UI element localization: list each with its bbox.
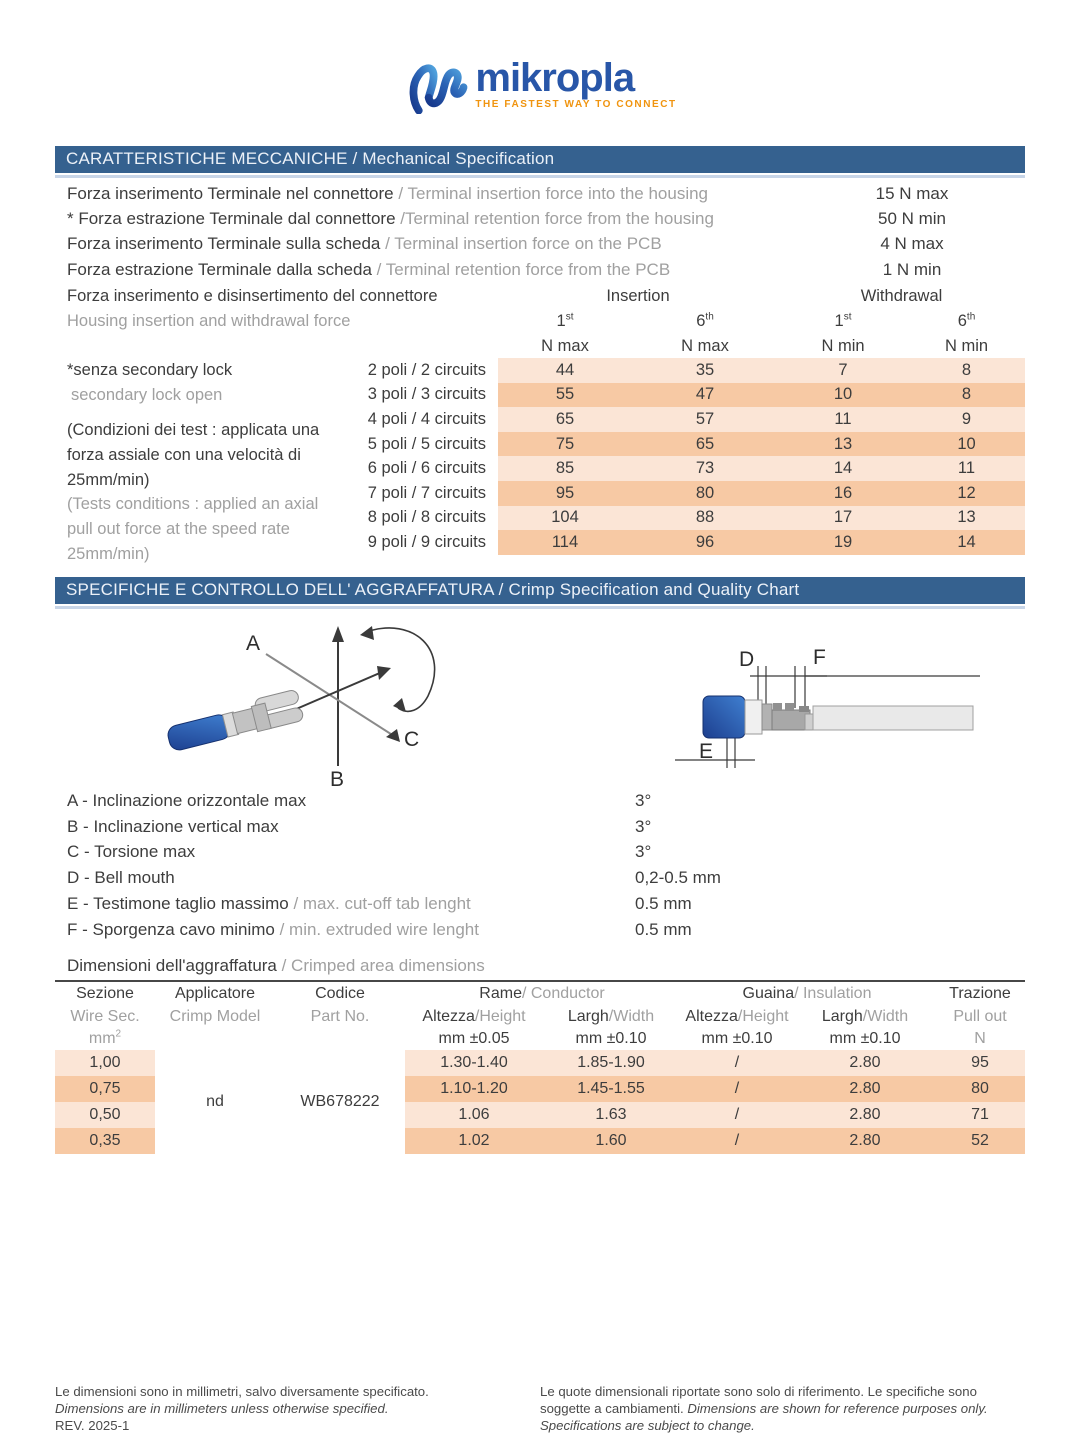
dim-label-f: F xyxy=(813,646,826,669)
cell: 104 xyxy=(498,506,632,531)
param-value: 3° xyxy=(635,790,652,810)
dim-label-e: E xyxy=(699,740,714,763)
col-rame: Rame / Conductor xyxy=(479,985,605,1002)
col-largh-rame: Largh /Width xyxy=(567,1008,655,1025)
cell: 47 xyxy=(632,383,778,408)
dims-body xyxy=(55,1050,1025,1154)
axis-label-c: C xyxy=(404,728,420,751)
axis-label-b: B xyxy=(330,768,345,790)
param-label-it: E - Testimone taglio massimo xyxy=(67,894,289,914)
row-label: 9 poli / 9 circuits xyxy=(367,532,486,551)
cell: 17 xyxy=(778,506,908,531)
cell: 44 xyxy=(498,358,632,383)
tolerance: mm ±0.05 xyxy=(438,1030,510,1047)
note-line: 25mm/min) xyxy=(67,470,150,489)
spec-label-it: Forza inserimento Terminale nel connettore xyxy=(67,183,394,203)
iw-group-insertion: Insertion xyxy=(606,287,670,305)
cell: 35 xyxy=(632,358,778,383)
brand-name: mikropla xyxy=(475,55,635,100)
spec-row xyxy=(55,206,1025,231)
param-label-it: D - Bell mouth xyxy=(67,868,175,888)
cell: 80 xyxy=(935,1076,1025,1102)
cell: 8 xyxy=(908,383,1025,408)
row-label: 7 poli / 7 circuits xyxy=(367,483,486,502)
param-row xyxy=(55,891,1025,917)
insertion-withdrawal-table xyxy=(55,284,1025,563)
cell: 114 xyxy=(498,530,632,555)
cell: 2.80 xyxy=(795,1102,935,1128)
row-label: 3 poli / 3 circuits xyxy=(367,385,486,404)
col-trazione: Trazione xyxy=(949,985,1011,1002)
cell: 88 xyxy=(632,506,778,531)
iw-header-ordinals xyxy=(55,309,1025,334)
iw-ordinal: 6th xyxy=(957,311,976,330)
footer-disclaimer-en: Dimensions are shown for reference purposes only. Specifications are subject to change. xyxy=(540,1401,988,1433)
cell: 85 xyxy=(498,456,632,481)
note-line: secondary lock open xyxy=(71,385,223,404)
row-label: 6 poli / 6 circuits xyxy=(367,459,486,478)
spec-value: 15 N max xyxy=(875,183,949,203)
test-conditions-note xyxy=(67,418,319,567)
col-part-no: Part No. xyxy=(310,1008,370,1025)
mechanical-spec-list xyxy=(55,181,1025,283)
iw-header-units xyxy=(55,334,1025,358)
cell: 11 xyxy=(908,456,1025,481)
param-label-en: / max. cut-off tab lenght xyxy=(288,894,471,914)
col-codice: Codice xyxy=(315,985,365,1002)
cell: 14 xyxy=(778,456,908,481)
cell: 19 xyxy=(778,530,908,555)
row-label: 8 poli / 8 circuits xyxy=(367,508,486,527)
param-label-it: C - Torsione max xyxy=(67,842,196,862)
spec-row xyxy=(55,257,1025,282)
note-line: 25mm/min) xyxy=(67,544,150,563)
footer-revision: REV. 2025-1 xyxy=(55,1418,130,1433)
dims-header-groups xyxy=(55,982,1025,1006)
spec-label-it: Forza estrazione Terminale dalla scheda xyxy=(67,259,372,279)
spec-value: 1 N min xyxy=(882,259,942,279)
col-largh-guaina: Largh /Width xyxy=(821,1008,909,1025)
param-row xyxy=(55,788,1025,814)
crimp-parameter-list xyxy=(55,788,1025,943)
spec-value: 50 N min xyxy=(877,209,947,229)
param-label-it: B - Inclinazione vertical max xyxy=(67,816,279,836)
param-value: 3° xyxy=(635,816,652,836)
tolerance: mm ±0.10 xyxy=(575,1030,647,1047)
cell: 75 xyxy=(498,432,632,457)
dims-title-it: Dimensioni dell'aggraffatura xyxy=(67,956,277,975)
iw-unit: N min xyxy=(821,336,865,355)
col-wire-sec: Wire Sec. xyxy=(70,1008,140,1025)
col-sezione: Sezione xyxy=(76,985,134,1002)
iw-ordinal: 1st xyxy=(834,311,852,330)
footer-left xyxy=(55,1383,525,1434)
param-value: 3° xyxy=(635,842,652,862)
iw-ordinal: 1st xyxy=(556,311,574,330)
cell: 2.80 xyxy=(795,1076,935,1102)
cell: 16 xyxy=(778,481,908,506)
crimp-axes-diagram xyxy=(150,616,485,790)
iw-unit: N max xyxy=(541,336,589,355)
cell: 65 xyxy=(632,432,778,457)
cell: 95 xyxy=(498,481,632,506)
spec-label-it: * Forza estrazione Terminale dal connettore xyxy=(67,209,396,229)
cell: 80 xyxy=(632,481,778,506)
mikropla-mu-icon xyxy=(403,52,469,114)
section-crimp xyxy=(55,577,1025,609)
iw-header-groups xyxy=(55,284,1025,309)
spec-row xyxy=(55,232,1025,257)
param-row xyxy=(55,865,1025,891)
note-line: (Condizioni dei test : applicata una xyxy=(67,421,320,439)
iw-ordinal: 6th xyxy=(696,311,714,330)
section-title-crimp: SPECIFICHE E CONTROLLO DELL' AGGRAFFATURA / Crimp Specification and Quality Chart xyxy=(55,577,1025,604)
col-applicatore: Applicatore xyxy=(174,985,256,1002)
cell-sezione: 0,75 xyxy=(55,1076,155,1102)
cell: 95 xyxy=(935,1050,1025,1076)
section-mechanical xyxy=(55,146,1025,178)
param-label-en: / min. extruded wire lenght xyxy=(274,919,479,939)
row-label: 2 poli / 2 circuits xyxy=(367,360,486,379)
cell-sezione: 1,00 xyxy=(55,1050,155,1076)
section-rule xyxy=(55,175,1025,178)
param-label-it: F - Sporgenza cavo minimo xyxy=(67,919,275,939)
unit-mm2: $mm^2$ xyxy=(88,1028,122,1047)
cell: / xyxy=(679,1128,795,1154)
cell: 2.80 xyxy=(795,1050,935,1076)
crimped-dimensions-table xyxy=(55,956,1025,1154)
param-row xyxy=(55,917,1025,943)
axis-label-a: A xyxy=(246,632,261,655)
footer-note-en: Dimensions are in millimeters unless otherwise specified. xyxy=(55,1401,389,1416)
row-label: 4 poli / 4 circuits xyxy=(367,409,486,428)
cell: 10 xyxy=(908,432,1025,457)
col-altezza-rame: Altezza /Height xyxy=(422,1008,526,1025)
note-line: pull out force at the speed rate xyxy=(67,520,290,539)
cell: 65 xyxy=(498,407,632,432)
param-row xyxy=(55,840,1025,866)
cell: 10 xyxy=(778,383,908,408)
cell-applicatore-merged: nd xyxy=(206,1093,224,1110)
footer-note-it: Le dimensioni sono in millimetri, salvo diversamente specificato. xyxy=(55,1384,429,1399)
logo xyxy=(0,52,1080,114)
cell: 2.80 xyxy=(795,1128,935,1154)
section-rule xyxy=(55,606,1025,609)
cell: 73 xyxy=(632,456,778,481)
row-label: 5 poli / 5 circuits xyxy=(367,434,486,453)
note-line: *senza secondary lock xyxy=(67,361,233,379)
spec-label-en: / Terminal insertion force on the PCB xyxy=(380,234,662,254)
cell: 1.60 xyxy=(543,1128,679,1154)
cell: / xyxy=(679,1076,795,1102)
cell-sezione: 0,35 xyxy=(55,1128,155,1154)
cell: 14 xyxy=(908,530,1025,555)
tolerance: mm ±0.10 xyxy=(829,1030,901,1047)
spec-label-en: / Terminal insertion force into the housing xyxy=(393,183,708,203)
dims-title-en: / Crimped area dimensions xyxy=(276,956,485,975)
section-title-mechanical: CARATTERISTICHE MECCANICHE / Mechanical Specification xyxy=(55,146,1025,173)
cell: 52 xyxy=(935,1128,1025,1154)
param-value: 0,2-0.5 mm xyxy=(635,868,721,888)
dims-header-sub xyxy=(55,1006,1025,1028)
cell: 11 xyxy=(778,407,908,432)
note-line: forza assiale con una velocità di xyxy=(67,445,301,464)
dim-label-d: D xyxy=(739,648,755,671)
cell: 8 xyxy=(908,358,1025,383)
brand-tagline: THE FASTEST WAY TO CONNECT xyxy=(475,98,677,110)
footer-right xyxy=(540,1383,1022,1434)
cell: 1.45-1.55 xyxy=(543,1076,679,1102)
iw-unit: N min xyxy=(944,336,989,355)
cell: 1.30-1.40 xyxy=(405,1050,543,1076)
cell-part-number-merged: WB678222 xyxy=(300,1093,380,1110)
col-crimp-model: Crimp Model xyxy=(169,1008,261,1025)
param-value: 0.5 mm xyxy=(635,919,692,939)
cell-sezione: 0,50 xyxy=(55,1102,155,1128)
cell: 1.63 xyxy=(543,1102,679,1128)
cell: / xyxy=(679,1050,795,1076)
col-altezza-guaina: Altezza /Height xyxy=(685,1008,789,1025)
iw-label-it: Forza inserimento e disinsertimento del connettore xyxy=(67,287,438,305)
spec-label-en: / Terminal retention force from the PCB xyxy=(371,259,671,279)
cell: 1.02 xyxy=(405,1128,543,1154)
spec-value: 4 N max xyxy=(880,234,944,254)
crimp-side-diagram xyxy=(655,636,985,784)
cell: 1.06 xyxy=(405,1102,543,1128)
cell: 12 xyxy=(908,481,1025,506)
cell: 55 xyxy=(498,383,632,408)
unit-n: N xyxy=(974,1030,986,1047)
cell: 57 xyxy=(632,407,778,432)
spec-row xyxy=(55,181,1025,206)
footer-disclaimer-it: Le quote dimensionali riportate sono solo di riferimento. Le specifiche sono soggette a cambiamenti. xyxy=(540,1384,977,1416)
col-pull-out: Pull out xyxy=(953,1008,1007,1025)
cell: 9 xyxy=(908,407,1025,432)
iw-unit: N max xyxy=(681,336,729,355)
dims-header-units xyxy=(55,1028,1025,1050)
iw-label-en: Housing insertion and withdrawal force xyxy=(67,312,351,330)
cell: 1.85-1.90 xyxy=(543,1050,679,1076)
cell: 71 xyxy=(935,1102,1025,1128)
cell: 13 xyxy=(908,506,1025,531)
iw-group-withdrawal: Withdrawal xyxy=(860,287,943,305)
cell: 1.10-1.20 xyxy=(405,1076,543,1102)
param-row xyxy=(55,814,1025,840)
param-label-it: A - Inclinazione orizzontale max xyxy=(67,790,307,810)
spec-label-en: /Terminal retention force from the housing xyxy=(395,209,714,229)
cell: 13 xyxy=(778,432,908,457)
tolerance: mm ±0.10 xyxy=(701,1030,773,1047)
spec-label-it: Forza inserimento Terminale sulla scheda xyxy=(67,234,381,254)
cell: 96 xyxy=(632,530,778,555)
param-value: 0.5 mm xyxy=(635,894,692,914)
cell: 7 xyxy=(778,358,908,383)
cell: / xyxy=(679,1102,795,1128)
note-line: (Tests conditions : applied an axial xyxy=(67,495,319,514)
secondary-lock-note xyxy=(67,358,232,407)
col-guaina: Guaina / Insulation xyxy=(742,985,872,1002)
